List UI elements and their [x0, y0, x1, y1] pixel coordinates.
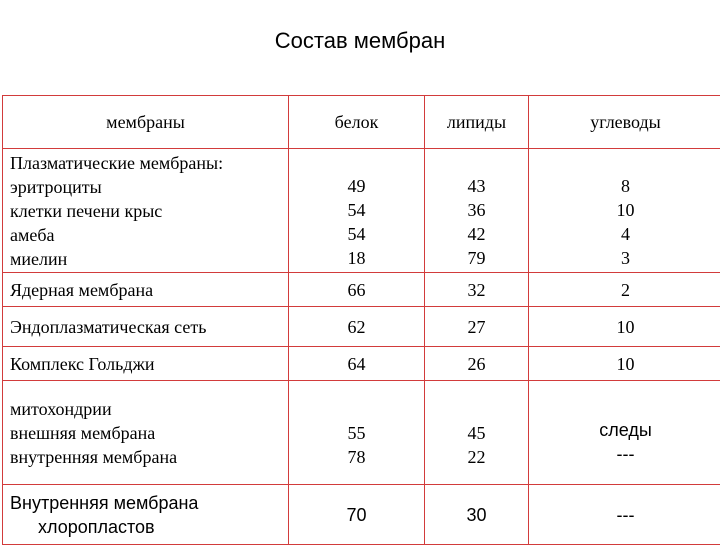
header-membranes: мембраны [3, 96, 289, 149]
lipids-cell [425, 381, 529, 485]
value: 36 [425, 198, 528, 222]
carbs-cell: 10 [529, 347, 720, 381]
value: 45 [425, 421, 528, 445]
row-label: Ядерная мембрана [3, 273, 289, 307]
value: 8 [529, 174, 720, 198]
value: 4 [529, 222, 720, 246]
value: 22 [425, 445, 528, 469]
protein-cell: 62 [289, 307, 425, 347]
lipids-cell [425, 149, 529, 273]
row-label [3, 381, 289, 485]
table-row [3, 347, 720, 381]
value: 42 [425, 222, 528, 246]
value: следы [529, 418, 720, 442]
header-row [3, 96, 720, 149]
carbs-cell: --- [529, 485, 720, 545]
header-carbohydrates: углеводы [529, 96, 720, 149]
row-sublabel: эритроциты [10, 175, 288, 199]
page-title: Состав мембран [0, 28, 720, 54]
row-label-line: хлоропластов [10, 515, 288, 539]
value: 55 [289, 421, 424, 445]
carbs-cell [529, 149, 720, 273]
value: 49 [289, 174, 424, 198]
row-sublabel: миелин [10, 247, 288, 271]
row-label: Комплекс Гольджи [3, 347, 289, 381]
row-sublabel: внешняя мембрана [10, 421, 288, 445]
row-label [3, 485, 289, 545]
protein-cell: 66 [289, 273, 425, 307]
header-protein: белок [289, 96, 425, 149]
table-row [3, 381, 720, 485]
protein-cell [289, 149, 425, 273]
carbs-cell: 2 [529, 273, 720, 307]
row-sublabel: клетки печени крыс [10, 199, 288, 223]
protein-cell: 64 [289, 347, 425, 381]
plasma-group-label: Плазматические мембраны: [10, 151, 288, 175]
lipids-cell: 30 [425, 485, 529, 545]
value: 43 [425, 174, 528, 198]
row-sublabel: внутренняя мембрана [10, 445, 288, 469]
value: 79 [425, 246, 528, 270]
value: 10 [529, 198, 720, 222]
membrane-composition-table [2, 95, 720, 545]
protein-cell [289, 381, 425, 485]
value: 78 [289, 445, 424, 469]
value: 54 [289, 222, 424, 246]
value: 3 [529, 246, 720, 270]
table-row [3, 307, 720, 347]
value: 54 [289, 198, 424, 222]
mito-group-label: митохондрии [10, 397, 288, 421]
carbs-cell: 10 [529, 307, 720, 347]
lipids-cell: 32 [425, 273, 529, 307]
row-label: Эндоплазматическая сеть [3, 307, 289, 347]
table-row [3, 485, 720, 545]
protein-cell: 70 [289, 485, 425, 545]
value: 18 [289, 246, 424, 270]
carbs-cell [529, 381, 720, 485]
row-label [3, 149, 289, 273]
row-label-line: Внутренняя мембрана [10, 491, 288, 515]
table-row [3, 149, 720, 273]
lipids-cell: 27 [425, 307, 529, 347]
lipids-cell: 26 [425, 347, 529, 381]
value: --- [529, 442, 720, 466]
table-row [3, 273, 720, 307]
row-sublabel: амеба [10, 223, 288, 247]
header-lipids: липиды [425, 96, 529, 149]
